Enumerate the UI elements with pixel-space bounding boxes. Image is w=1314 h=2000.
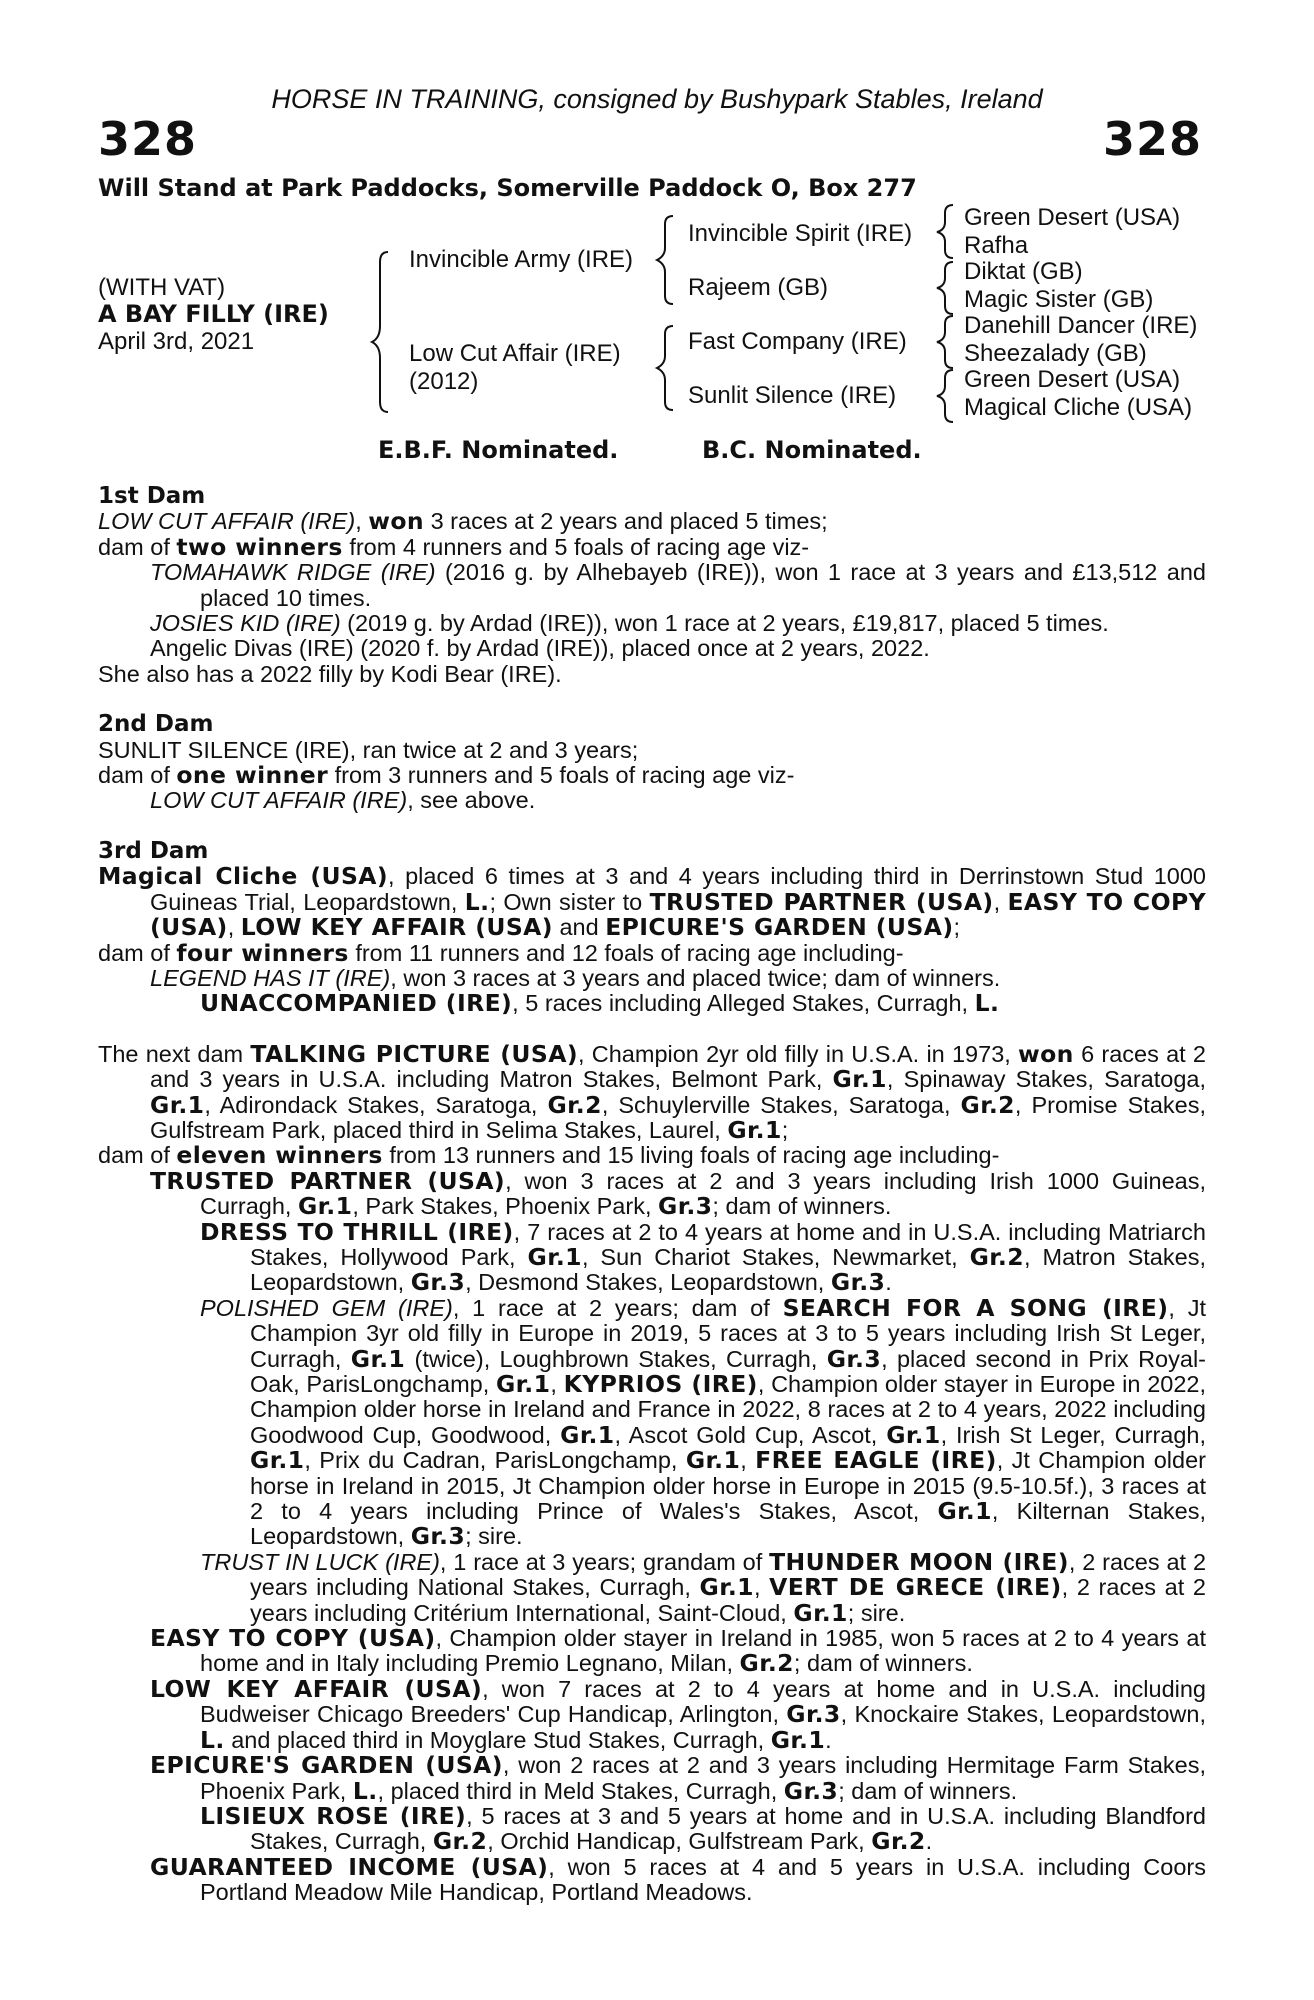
dam-name: Low Cut Affair (IRE) (409, 340, 621, 367)
race-grade: L. (464, 887, 490, 916)
dam-name: LOW CUT AFFAIR (IRE) (98, 508, 356, 535)
won-label: won (368, 507, 425, 536)
text: , Champion older stayer in Europe in 2022, Champion older horse in Ireland and France in 2022, 8 races at 2 to 4 years, 2022 including Goodwood Cup, Goodwood, (250, 1371, 1206, 1448)
text: The next dam (98, 1040, 251, 1067)
gen3-8: Magical Cliche (USA) (964, 394, 1193, 421)
produce-name: POLISHED GEM (IRE) (200, 1294, 453, 1321)
text: , Spinaway Stakes, Saratoga, (886, 1066, 1206, 1093)
next-dam-line (98, 1039, 1206, 1144)
produce-entry (98, 1166, 1206, 1221)
dam-name: Magical Cliche (USA) (98, 862, 389, 891)
text: dam of (98, 533, 177, 560)
text: , 2 races at 2 years including Critérium International, Saint-Cloud, (250, 1574, 1206, 1626)
produce-entry (98, 560, 1206, 611)
first-dam-heading: 1st Dam (98, 483, 206, 509)
text: ; Own sister to (489, 888, 650, 915)
horse-name: VERT DE GRECE (IRE) (769, 1573, 1062, 1602)
gen3-1: Green Desert (USA) (964, 204, 1181, 231)
text: , (993, 888, 1008, 915)
text: (2019 g. by Ardad (IRE)), won 1 race at 2 years, £19,817, placed 5 times. (340, 610, 1109, 637)
produce-entry (98, 1852, 1206, 1906)
race-grade: Gr.1 (527, 1242, 582, 1271)
text: , Desmond Stakes, Leopardstown, (465, 1269, 831, 1296)
text: , see above. (407, 787, 536, 814)
produce-name: DRESS TO THRILL (IRE) (200, 1217, 514, 1246)
text: (2016 g. by Alhebayeb (IRE)), won 1 race at 3 years and £13,512 and placed 10 times. (200, 559, 1206, 611)
race-grade: Gr.3 (830, 1268, 886, 1297)
text: and placed third in Moyglare Stud Stakes, Curragh, (224, 1726, 771, 1753)
produce-name: LEGEND HAS IT (IRE) (150, 964, 391, 991)
race-grade: L. (974, 989, 1000, 1018)
race-grade: Gr.1 (886, 1420, 941, 1449)
produce-entry (98, 788, 1206, 813)
race-grade: L. (200, 1725, 225, 1754)
second-dam-line: SUNLIT SILENCE (IRE), ran twice at 2 and 3 years; (98, 736, 639, 763)
gen3-3: Diktat (GB) (964, 258, 1083, 285)
sire-name: Invincible Army (IRE) (409, 246, 634, 273)
text: , placed second in Prix Royal-Oak, ParisLongchamp, (250, 1345, 1206, 1397)
ebf-nomination: E.B.F. Nominated. (378, 436, 619, 464)
produce-entry (98, 611, 1206, 636)
race-grade: Gr.1 (560, 1420, 615, 1449)
produce-name: GUARANTEED INCOME (USA) (150, 1852, 549, 1881)
race-grade: Gr.1 (250, 1446, 305, 1475)
produce-entry (98, 1753, 1206, 1804)
lot-number-right: 328 (1102, 112, 1202, 166)
text: and (552, 914, 606, 941)
produce-entry (98, 1674, 1206, 1754)
text: ; dam of winners. (712, 1193, 892, 1220)
race-grade: Gr.2 (547, 1090, 602, 1119)
text: , Sun Chariot Stakes, Newmarket, (581, 1243, 970, 1270)
text: . (925, 1828, 933, 1855)
race-grade: Gr.1 (793, 1598, 848, 1627)
next-dam-produce-line (98, 1143, 1206, 1168)
won-label: won (1018, 1039, 1074, 1068)
race-grade: Gr.1 (770, 1725, 826, 1754)
gen3-2: Rafha (964, 232, 1029, 259)
text: dam of (98, 762, 177, 789)
produce-entry (98, 1626, 1206, 1677)
text: from 11 runners and 12 foals of racing age including- (348, 939, 904, 966)
produce-name: TRUST IN LUCK (IRE) (200, 1548, 440, 1575)
gen3-5: Danehill Dancer (IRE) (964, 312, 1198, 339)
horse-name: A BAY FILLY (IRE) (98, 300, 329, 328)
text: ; dam of winners. (793, 1650, 973, 1677)
gen3-7: Green Desert (USA) (964, 366, 1181, 393)
produce-name: TRUSTED PARTNER (USA) (150, 1166, 506, 1195)
text: . (825, 1726, 832, 1753)
produce-name: UNACCOMPANIED (IRE) (200, 989, 513, 1018)
foaling-date: April 3rd, 2021 (98, 328, 255, 355)
text: , won 3 races at 3 years and placed twice; dam of winners. (390, 964, 1001, 991)
dam-dam: Sunlit Silence (IRE) (688, 382, 897, 409)
race-grade: Gr.2 (960, 1090, 1015, 1119)
dam-year: (2012) (409, 368, 479, 395)
horse-name: THUNDER MOON (IRE) (769, 1547, 1069, 1576)
text: , Matron Stakes, Leopardstown, (250, 1243, 1206, 1296)
third-dam-line (98, 864, 1206, 940)
text: 3 races at 2 years and placed 5 times; (424, 508, 828, 535)
produce-entry (98, 966, 1206, 991)
produce-entry (98, 991, 1206, 1016)
consignor-line: HORSE IN TRAINING, consigned by Bushypark Stables, Ireland (271, 84, 1043, 114)
text: , (753, 1574, 770, 1601)
horse-name: EPICURE'S GARDEN (USA) (605, 913, 954, 942)
vat-note: (WITH VAT) (98, 274, 226, 301)
first-dam-produce-line (98, 532, 1206, 561)
produce-name: LOW KEY AFFAIR (USA) (150, 1674, 483, 1703)
text: . (885, 1269, 892, 1296)
text: , Prix du Cadran, ParisLongchamp, (304, 1447, 686, 1474)
text: , 7 races at 2 to 4 years at home and in U.S.A. including Matriarch Stakes, Hollywood Park, (250, 1218, 1206, 1270)
winners-count: eleven winners (176, 1141, 383, 1170)
text: ; sire. (847, 1599, 906, 1626)
text: , Adirondack Stakes, Saratoga, (204, 1091, 548, 1118)
text: , Jt Champion older horse in Ireland in 2015, Jt Champion older horse in Europe in 2015 (9.5-10.5f.), 3 races at 2 to 4 years including Prince of Wales's Stakes, Ascot, (250, 1447, 1206, 1525)
bc-nomination: B.C. Nominated. (702, 436, 922, 464)
text: , Orchid Handicap, Gulfstream Park, (487, 1828, 872, 1855)
race-grade: Gr.1 (937, 1497, 992, 1526)
text: , Schuylerville Stakes, Saratoga, (601, 1091, 961, 1118)
text: , 2 races at 2 years including National Stakes, Curragh, (250, 1548, 1207, 1601)
text: , Irish St Leger, Curragh, (940, 1421, 1207, 1448)
third-dam-heading: 3rd Dam (98, 837, 209, 864)
produce-entry (98, 1293, 1207, 1551)
text: , Promise Stakes, Gulfstream Park, placed third in Selima Stakes, Laurel, (150, 1091, 1206, 1143)
produce-name: TOMAHAWK RIDGE (IRE) (150, 559, 436, 586)
race-grade: Gr.1 (832, 1065, 887, 1094)
catalogue-text (98, 484, 1206, 1906)
race-grade: Gr.1 (350, 1344, 406, 1373)
race-grade: Gr.1 (699, 1573, 754, 1602)
horse-name: KYPRIOS (IRE) (563, 1370, 758, 1398)
text: dam of (98, 939, 177, 966)
race-grade: Gr.3 (826, 1344, 882, 1373)
race-grade: Gr.3 (786, 1700, 841, 1729)
race-grade: Gr.2 (969, 1242, 1024, 1271)
produce-note: She also has a 2022 filly by Kodi Bear (IRE). (98, 660, 562, 687)
horse-name: EASY TO COPY (USA) (150, 887, 1206, 942)
gen3-6: Sheezalady (GB) (964, 340, 1147, 367)
produce-entry (98, 1217, 1206, 1297)
sire-sire: Invincible Spirit (IRE) (688, 220, 913, 247)
text: from 13 runners and 15 living foals of racing age including- (382, 1142, 1000, 1169)
text: (twice), Loughbrown Stakes, Curragh, (405, 1345, 827, 1372)
text: , placed third in Meld Stakes, Curragh, (377, 1777, 784, 1804)
produce-entry (98, 1801, 1206, 1856)
text: , 1 race at 3 years; grandam of (439, 1548, 770, 1575)
text: , won 5 races at 4 and 5 years in U.S.A. including Coors Portland Meadow Mile Handicap, Portland Meadows. (200, 1853, 1206, 1906)
race-grade: Gr.1 (495, 1370, 551, 1398)
race-grade: Gr.1 (297, 1192, 353, 1221)
produce-name: LOW CUT AFFAIR (IRE) (150, 787, 408, 814)
race-grade: Gr.3 (410, 1522, 466, 1551)
race-grade: Gr.1 (727, 1115, 782, 1144)
text: , won 2 races at 2 and 3 years including Hermitage Farm Stakes, Phoenix Park, (200, 1752, 1206, 1804)
gen3-4: Magic Sister (GB) (964, 286, 1154, 313)
winners-count: two winners (176, 532, 343, 561)
race-grade: Gr.1 (150, 1090, 205, 1119)
horse-name: SEARCH FOR A SONG (IRE) (782, 1293, 1169, 1322)
text: , Champion older stayer in Ireland in 1985, won 5 races at 2 to 4 years at home and in Italy including Premio Legnano, Milan, (200, 1625, 1206, 1677)
horse-name: TRUSTED PARTNER (USA) (649, 887, 994, 916)
text: , (355, 508, 369, 535)
text: , Knockaire Stakes, Leopardstown, (840, 1701, 1206, 1728)
text: , (550, 1371, 564, 1397)
text: , 5 races at 3 and 5 years at home and in U.S.A. including Blandford Stakes, Curragh, (250, 1802, 1206, 1855)
text: from 4 runners and 5 foals of racing age viz- (342, 533, 810, 560)
produce-name: EASY TO COPY (USA) (150, 1624, 436, 1653)
produce-entry (98, 1547, 1207, 1627)
text: ; dam of winners. (838, 1777, 1018, 1804)
text: , Jt Champion 3yr old filly in Europe in 2019, 5 races at 3 to 5 years including Irish St Leger, Curragh, (250, 1294, 1206, 1372)
race-grade: Gr.2 (432, 1827, 488, 1856)
text: , Champion 2yr old filly in U.S.A. in 1973, (577, 1040, 1019, 1067)
produce-name: EPICURE'S GARDEN (USA) (150, 1751, 503, 1780)
race-grade: Gr.2 (739, 1649, 794, 1678)
sire-dam: Rajeem (GB) (688, 274, 829, 301)
second-dam-produce-line (98, 763, 1206, 788)
horse-name: FREE EAGLE (IRE) (755, 1446, 997, 1475)
second-dam-heading: 2nd Dam (98, 711, 214, 738)
race-grade: Gr.1 (685, 1446, 741, 1475)
text: ; (781, 1116, 789, 1143)
winners-count: four winners (176, 938, 349, 967)
text: , (227, 914, 241, 941)
text: ; sire. (465, 1523, 523, 1550)
text: , Kilternan Stakes, Leopardstown, (250, 1498, 1206, 1550)
race-grade: Gr.3 (658, 1192, 713, 1221)
stand-location: Will Stand at Park Paddocks, Somerville Paddock O, Box 277 (98, 174, 917, 202)
lot-number-left: 328 (98, 112, 198, 166)
horse-name: LOW KEY AFFAIR (USA) (240, 913, 553, 942)
race-grade: Gr.3 (783, 1776, 839, 1805)
text: , Park Stakes, Phoenix Park, (352, 1193, 659, 1220)
race-grade: Gr.2 (871, 1827, 926, 1856)
produce-entry: Angelic Divas (IRE) (2020 f. by Ardad (IRE)), placed once at 2 years, 2022. (150, 635, 930, 662)
dam-name: TALKING PICTURE (USA) (250, 1039, 578, 1068)
text: dam of (98, 1142, 177, 1169)
text: 6 races at 2 and 3 years in U.S.A. including Matron Stakes, Belmont Park, (150, 1040, 1206, 1093)
text: , won 3 races at 2 and 3 years including Irish 1000 Guineas, Curragh, (200, 1167, 1206, 1220)
dam-sire: Fast Company (IRE) (688, 328, 907, 355)
text: ; (953, 914, 960, 941)
text: , placed 6 times at 3 and 4 years including third in Derrinstown Stud 1000 Guineas Trial, Leopardstown, (150, 863, 1206, 915)
text: , Ascot Gold Cup, Ascot, (614, 1421, 887, 1448)
third-dam-produce-line (98, 938, 1206, 967)
winners-count: one winner (176, 761, 329, 790)
text: , won 7 races at 2 to 4 years at home and in U.S.A. including Budweiser Chicago Breeders' Cup Handicap, Arlington, (200, 1675, 1206, 1728)
text: , (740, 1447, 756, 1474)
produce-name: JOSIES KID (IRE) (150, 610, 341, 637)
text: from 3 runners and 5 foals of racing age viz- (328, 762, 795, 789)
race-grade: L. (352, 1776, 378, 1805)
produce-name: LISIEUX ROSE (IRE) (200, 1801, 467, 1830)
text: , 5 races including Alleged Stakes, Curragh, (512, 990, 975, 1017)
race-grade: Gr.3 (410, 1268, 466, 1297)
first-dam-line (98, 509, 1206, 534)
text: , 1 race at 2 years; dam of (452, 1294, 783, 1321)
